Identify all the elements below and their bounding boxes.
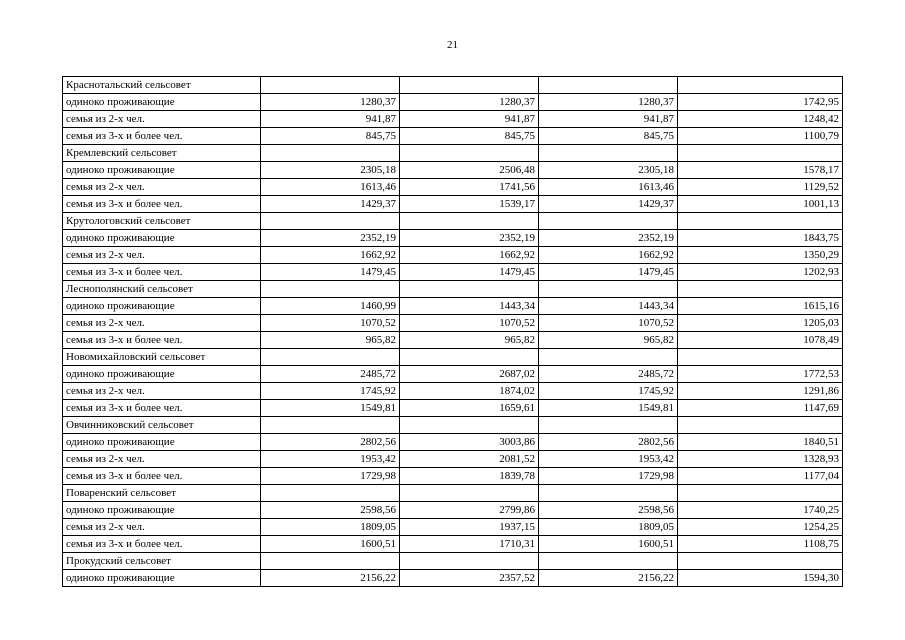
value-cell: 965,82	[261, 332, 400, 349]
empty-cell	[539, 349, 678, 366]
value-cell: 1328,93	[678, 451, 843, 468]
value-cell: 2352,19	[400, 230, 539, 247]
section-header-row	[63, 145, 843, 162]
table-row	[63, 315, 843, 332]
value-cell: 1600,51	[539, 536, 678, 553]
value-cell: 965,82	[400, 332, 539, 349]
value-cell: 1662,92	[400, 247, 539, 264]
empty-cell	[261, 77, 400, 94]
value-cell: 1613,46	[539, 179, 678, 196]
value-cell: 2352,19	[261, 230, 400, 247]
section-name: Прокудский сельсовет	[63, 553, 261, 570]
table-row	[63, 536, 843, 553]
value-cell: 941,87	[539, 111, 678, 128]
value-cell: 1280,37	[539, 94, 678, 111]
empty-cell	[539, 213, 678, 230]
row-label: одиноко проживающие	[63, 162, 261, 179]
value-cell: 1578,17	[678, 162, 843, 179]
empty-cell	[678, 145, 843, 162]
empty-cell	[678, 77, 843, 94]
row-label: одиноко проживающие	[63, 298, 261, 315]
value-cell: 1615,16	[678, 298, 843, 315]
value-cell: 1843,75	[678, 230, 843, 247]
row-label: семья из 2-х чел.	[63, 383, 261, 400]
value-cell: 1809,05	[539, 519, 678, 536]
value-cell: 2485,72	[261, 366, 400, 383]
empty-cell	[400, 281, 539, 298]
empty-cell	[539, 77, 678, 94]
section-header-row	[63, 77, 843, 94]
empty-cell	[261, 417, 400, 434]
empty-cell	[400, 553, 539, 570]
value-cell: 2305,18	[261, 162, 400, 179]
empty-cell	[678, 213, 843, 230]
value-cell: 1729,98	[261, 468, 400, 485]
value-cell: 1350,29	[678, 247, 843, 264]
row-label: семья из 3-х и более чел.	[63, 536, 261, 553]
row-label: семья из 2-х чел.	[63, 519, 261, 536]
row-label: семья из 3-х и более чел.	[63, 128, 261, 145]
row-label: одиноко проживающие	[63, 570, 261, 587]
table-row	[63, 128, 843, 145]
section-header-row	[63, 553, 843, 570]
empty-cell	[678, 485, 843, 502]
value-cell: 1205,03	[678, 315, 843, 332]
empty-cell	[539, 485, 678, 502]
row-label: одиноко проживающие	[63, 434, 261, 451]
value-cell: 1479,45	[261, 264, 400, 281]
value-cell: 2357,52	[400, 570, 539, 587]
row-label: семья из 3-х и более чел.	[63, 196, 261, 213]
value-cell: 845,75	[400, 128, 539, 145]
value-cell: 1710,31	[400, 536, 539, 553]
value-cell: 1840,51	[678, 434, 843, 451]
value-cell: 1741,56	[400, 179, 539, 196]
value-cell: 1291,86	[678, 383, 843, 400]
value-cell: 1740,25	[678, 502, 843, 519]
value-cell: 1745,92	[261, 383, 400, 400]
row-label: семья из 2-х чел.	[63, 179, 261, 196]
value-cell: 2081,52	[400, 451, 539, 468]
value-cell: 1070,52	[400, 315, 539, 332]
value-cell: 1479,45	[539, 264, 678, 281]
row-label: семья из 3-х и более чел.	[63, 332, 261, 349]
empty-cell	[400, 417, 539, 434]
table-row	[63, 383, 843, 400]
value-cell: 965,82	[539, 332, 678, 349]
value-cell: 1147,69	[678, 400, 843, 417]
value-cell: 1937,15	[400, 519, 539, 536]
value-cell: 1742,95	[678, 94, 843, 111]
row-label: семья из 2-х чел.	[63, 315, 261, 332]
value-cell: 1443,34	[539, 298, 678, 315]
value-cell: 2687,02	[400, 366, 539, 383]
table-row	[63, 162, 843, 179]
table-row	[63, 502, 843, 519]
value-cell: 1659,61	[400, 400, 539, 417]
value-cell: 1108,75	[678, 536, 843, 553]
value-cell: 1953,42	[261, 451, 400, 468]
value-cell: 2485,72	[539, 366, 678, 383]
value-cell: 1549,81	[539, 400, 678, 417]
empty-cell	[261, 213, 400, 230]
table-row	[63, 111, 843, 128]
section-name: Новомихайловский сельсовет	[63, 349, 261, 366]
section-header-row	[63, 213, 843, 230]
value-cell: 1280,37	[400, 94, 539, 111]
empty-cell	[678, 281, 843, 298]
value-cell: 1429,37	[261, 196, 400, 213]
value-cell: 2799,86	[400, 502, 539, 519]
value-cell: 1809,05	[261, 519, 400, 536]
table-row	[63, 434, 843, 451]
table-row	[63, 247, 843, 264]
empty-cell	[539, 145, 678, 162]
value-cell: 1177,04	[678, 468, 843, 485]
value-cell: 1772,53	[678, 366, 843, 383]
table-row	[63, 298, 843, 315]
empty-cell	[261, 281, 400, 298]
value-cell: 1600,51	[261, 536, 400, 553]
empty-cell	[678, 553, 843, 570]
table-body	[63, 77, 843, 587]
row-label: одиноко проживающие	[63, 94, 261, 111]
value-cell: 1953,42	[539, 451, 678, 468]
value-cell: 1460,99	[261, 298, 400, 315]
table-row	[63, 196, 843, 213]
table-row	[63, 230, 843, 247]
value-cell: 845,75	[261, 128, 400, 145]
table-row	[63, 519, 843, 536]
page-number: 21	[447, 39, 458, 51]
empty-cell	[261, 553, 400, 570]
value-cell: 3003,86	[400, 434, 539, 451]
value-cell: 845,75	[539, 128, 678, 145]
value-cell: 1594,30	[678, 570, 843, 587]
value-cell: 1254,25	[678, 519, 843, 536]
empty-cell	[261, 485, 400, 502]
value-cell: 1662,92	[539, 247, 678, 264]
value-cell: 1070,52	[539, 315, 678, 332]
row-label: одиноко проживающие	[63, 502, 261, 519]
section-name: Крутологовский сельсовет	[63, 213, 261, 230]
value-cell: 1874,02	[400, 383, 539, 400]
value-cell: 1100,79	[678, 128, 843, 145]
table-row	[63, 179, 843, 196]
value-cell: 941,87	[261, 111, 400, 128]
table-row	[63, 366, 843, 383]
table-row	[63, 264, 843, 281]
section-name: Краснотальский сельсовет	[63, 77, 261, 94]
section-name: Овчинниковский сельсовет	[63, 417, 261, 434]
value-cell: 1248,42	[678, 111, 843, 128]
row-label: семья из 2-х чел.	[63, 247, 261, 264]
row-label: одиноко проживающие	[63, 366, 261, 383]
row-label: семья из 2-х чел.	[63, 451, 261, 468]
table-row	[63, 468, 843, 485]
value-cell: 1070,52	[261, 315, 400, 332]
value-cell: 1202,93	[678, 264, 843, 281]
empty-cell	[261, 349, 400, 366]
empty-cell	[539, 281, 678, 298]
table-row	[63, 94, 843, 111]
empty-cell	[261, 145, 400, 162]
table-row	[63, 451, 843, 468]
row-label: семья из 3-х и более чел.	[63, 400, 261, 417]
value-cell: 2802,56	[261, 434, 400, 451]
empty-cell	[400, 77, 539, 94]
value-cell: 2156,22	[261, 570, 400, 587]
value-cell: 941,87	[400, 111, 539, 128]
row-label: семья из 3-х и более чел.	[63, 264, 261, 281]
value-cell: 1745,92	[539, 383, 678, 400]
section-header-row	[63, 349, 843, 366]
value-cell: 1839,78	[400, 468, 539, 485]
row-label: семья из 2-х чел.	[63, 111, 261, 128]
section-header-row	[63, 485, 843, 502]
section-name: Кремлевский сельсовет	[63, 145, 261, 162]
value-cell: 1078,49	[678, 332, 843, 349]
value-cell: 2598,56	[261, 502, 400, 519]
value-cell: 2156,22	[539, 570, 678, 587]
value-cell: 1729,98	[539, 468, 678, 485]
value-cell: 2598,56	[539, 502, 678, 519]
value-cell: 1613,46	[261, 179, 400, 196]
value-cell: 1429,37	[539, 196, 678, 213]
value-cell: 2352,19	[539, 230, 678, 247]
value-cell: 1479,45	[400, 264, 539, 281]
value-cell: 1549,81	[261, 400, 400, 417]
value-cell: 1539,17	[400, 196, 539, 213]
value-cell: 1129,52	[678, 179, 843, 196]
empty-cell	[400, 485, 539, 502]
empty-cell	[678, 349, 843, 366]
value-cell: 2305,18	[539, 162, 678, 179]
empty-cell	[539, 417, 678, 434]
empty-cell	[678, 417, 843, 434]
row-label: одиноко проживающие	[63, 230, 261, 247]
tariff-table	[62, 76, 843, 587]
section-header-row	[63, 281, 843, 298]
value-cell: 1001,13	[678, 196, 843, 213]
section-name: Леснополянский сельсовет	[63, 281, 261, 298]
table-row	[63, 332, 843, 349]
section-name: Поваренский сельсовет	[63, 485, 261, 502]
table-row	[63, 570, 843, 587]
empty-cell	[400, 213, 539, 230]
value-cell: 1662,92	[261, 247, 400, 264]
value-cell: 2506,48	[400, 162, 539, 179]
row-label: семья из 3-х и более чел.	[63, 468, 261, 485]
empty-cell	[539, 553, 678, 570]
section-header-row	[63, 417, 843, 434]
empty-cell	[400, 349, 539, 366]
value-cell: 1443,34	[400, 298, 539, 315]
value-cell: 1280,37	[261, 94, 400, 111]
value-cell: 2802,56	[539, 434, 678, 451]
empty-cell	[400, 145, 539, 162]
table-row	[63, 400, 843, 417]
